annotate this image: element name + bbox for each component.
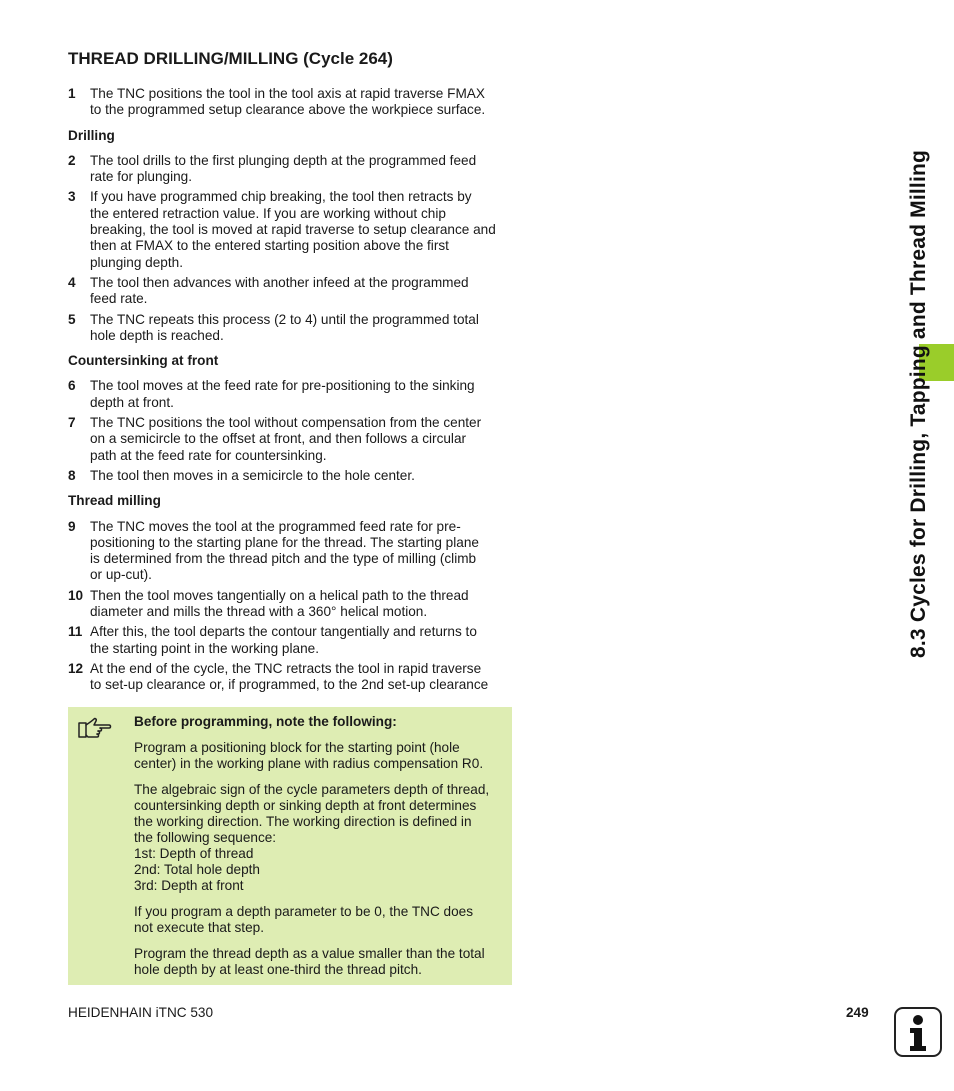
info-icon (894, 1007, 942, 1057)
step-text: The tool moves at the feed rate for pre-positioning to the sinking depth at front. (90, 378, 475, 410)
step-text: The TNC moves the tool at the programmed feed rate for pre- positioning to the starting plane for the thread. The starting plane is determined from the thread pitch and the type of milling (climb or up-cut). (90, 518, 479, 583)
section-heading-thread-milling: Thread milling (68, 493, 161, 509)
step-item (68, 415, 518, 464)
chapter-side-title: 8.3 Cycles for Drilling, Tapping and Thread Milling (907, 149, 930, 658)
step-item (68, 86, 518, 119)
step-item (68, 661, 518, 694)
step-item (68, 519, 518, 584)
step-item (68, 588, 518, 621)
step-text: If you have programmed chip breaking, the tool then retracts by the entered retraction value. If you are working without chip breaking, the tool is moved at rapid traverse to setup clearance and then at FMAX to the entered starting position above the first plunging depth. (90, 189, 496, 270)
step-number: 7 (68, 415, 76, 431)
page-number: 249 (846, 1005, 869, 1020)
page-title: THREAD DRILLING/MILLING (Cycle 264) (68, 49, 393, 68)
step-text: The TNC positions the tool in the tool axis at rapid traverse FMAX to the programmed setup clearance above the workpiece surface. (90, 86, 486, 118)
step-number: 11 (68, 624, 83, 640)
step-item (68, 275, 518, 308)
section-heading-drilling: Drilling (68, 127, 115, 143)
step-text: The TNC repeats this process (2 to 4) until the programmed total hole depth is reached. (90, 311, 479, 343)
step-text: Then the tool moves tangentially on a helical path to the thread diameter and mills the thread with a 360° helical motion. (90, 587, 469, 620)
note-box (68, 707, 512, 985)
step-number: 6 (68, 378, 76, 394)
info-glyph (896, 1009, 940, 1055)
pointing-hand-icon (78, 717, 112, 741)
step-number: 3 (68, 189, 76, 205)
step-item (68, 624, 518, 657)
note-paragraph: Program the thread depth as a value smaller than the total hole depth by at least one-third the thread pitch. (134, 946, 485, 977)
step-text: At the end of the cycle, the TNC retracts the tool in rapid traverse to set-up clearance or, if programmed, to the 2nd set-up clearance (90, 660, 489, 693)
step-number: 9 (68, 518, 76, 534)
step-text: The tool drills to the first plunging depth at the programmed feed rate for plunging. (90, 152, 477, 185)
step-item (68, 153, 518, 186)
note-paragraph: The algebraic sign of the cycle parameters depth of thread, countersinking depth or sinking depth at front determines the working direction. The working direction is defined in the following sequence: 1st: Depth of thread 2nd: Total hole depth 3rd: Depth at front (134, 782, 490, 893)
step-number: 5 (68, 311, 76, 327)
step-number: 1 (68, 86, 76, 101)
step-text: After this, the tool departs the contour tangentially and returns to the starting point in the working plane. (90, 624, 477, 656)
step-item (68, 312, 518, 345)
step-item (68, 468, 518, 484)
section-heading-countersinking: Countersinking at front (68, 353, 219, 369)
step-text: The TNC positions the tool without compensation from the center on a semicircle to the offset at front, and then follows a circular path at the feed rate for countersinking. (90, 415, 482, 463)
step-number: 4 (68, 274, 76, 290)
footer-product-name: HEIDENHAIN iTNC 530 (68, 1005, 214, 1020)
step-number: 10 (68, 587, 84, 603)
step-number: 8 (68, 467, 76, 483)
step-number: 12 (68, 660, 84, 676)
step-number: 2 (68, 152, 76, 168)
note-paragraph: Program a positioning block for the starting point (hole center) in the working plane with radius compensation R0. (134, 740, 484, 771)
step-item (68, 189, 518, 270)
step-text: The tool then moves in a semicircle to the hole center. (90, 467, 415, 483)
note-heading: Before programming, note the following: (134, 714, 397, 729)
note-paragraph: If you program a depth parameter to be 0, the TNC does not execute that step. (134, 904, 474, 935)
note-body (134, 714, 506, 988)
step-item (68, 378, 518, 411)
step-text: The tool then advances with another infeed at the programmed feed rate. (90, 274, 469, 307)
procedure-content (68, 86, 518, 698)
